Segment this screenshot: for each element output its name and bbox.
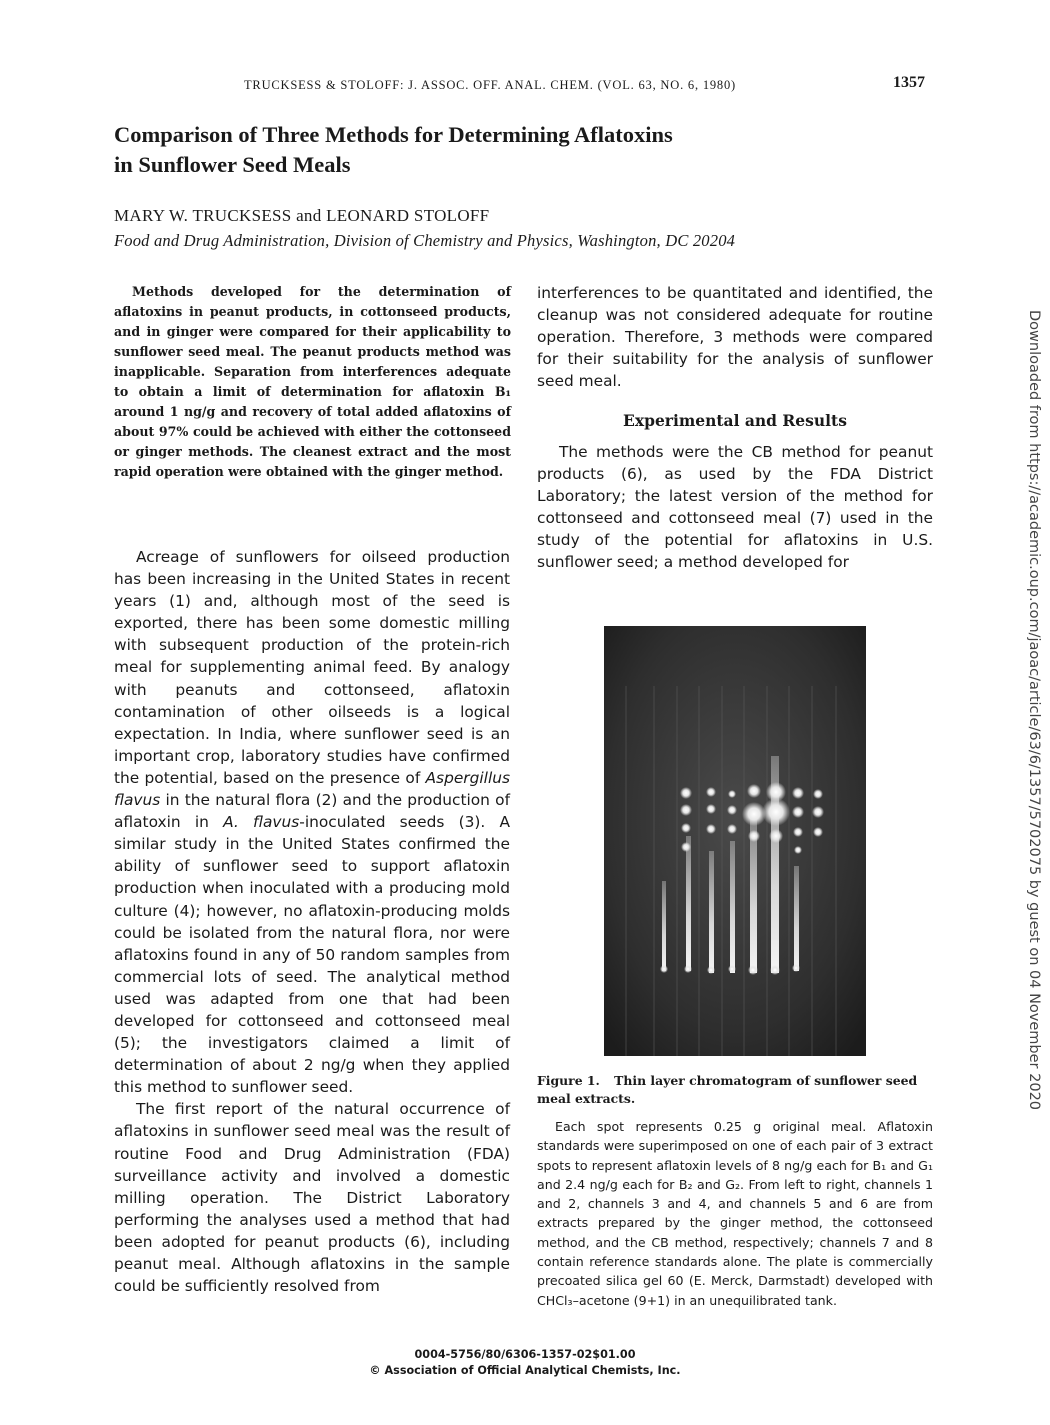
- spot: [747, 784, 761, 798]
- footer: [0, 1347, 1050, 1379]
- chromatogram-figure: [604, 626, 866, 1056]
- spot: [681, 823, 691, 833]
- spot: [706, 787, 716, 797]
- spot: [770, 965, 780, 975]
- spot: [680, 787, 692, 799]
- spot: [748, 965, 758, 975]
- spot: [792, 964, 800, 972]
- spot: [769, 829, 783, 843]
- spot: [707, 966, 715, 974]
- body-column-left: [114, 546, 510, 1297]
- paragraph-first-report: The first report of the natural occurrence of aflatoxins in sunflower seed meal was the result of routine Food and Drug Administration (FDA) surveillance activity and involved a domestic milling operation. The District Laboratory performing the analyses used a method that had been adopted for peanut products (6), including peanut meal. Although aflatoxins in the sample could be sufficiently resolved from: [114, 1100, 510, 1296]
- figure-note: Each spot represents 0.25 g original meal. Aflatoxin standards were superimposed on one of each pair of 3 extract spots to represent aflatoxin levels of 8 ng/g each for B₁ and G₁ and 2.4 ng/g each for B₂ and G₂. From left to right, channels 1 and 2, channels 3 and 4, and channels 5 and 6 are from extracts prepared by the ginger method, the cottonseed method, and the CB method, respectively; channels 7 and 8 contain reference standards alone. The plate is commercially precoated silica gel 60 (E. Merck, Darmstadt) developed with CHCl₃–acetone (9+1) in an unequilibrated tank.: [537, 1119, 933, 1308]
- title-line-2: in Sunflower Seed Meals: [114, 152, 351, 177]
- running-head: TRUCKSESS & STOLOFF: J. ASSOC. OFF. ANAL. CHEM. (VOL. 63, NO. 6, 1980): [244, 78, 736, 92]
- spot: [813, 827, 823, 837]
- spot: [727, 805, 737, 815]
- spot: [792, 806, 804, 818]
- download-watermark: [1022, 310, 1042, 1110]
- download-watermark-text: Downloaded from https://academic.oup.com/jaoac/article/63/6/1357/5702075 by guest on 04 November 2020: [1026, 310, 1042, 1111]
- spot: [680, 804, 692, 816]
- intro-text-c: -inoculated seeds (3). A similar study in the United States confirmed the ability of sunflower seed to support aflatoxin production when inoculated with a producing mold culture (4); however, no aflatoxin-producing molds could be isolated from the natural flora, nor were aflatoxins found in any of 50 random samples from commercial lots of seed. The analytical method used was adapted from one that had been developed for cottonseed and cottonseed meal (5); the investigators claimed a limit of determination of about 2 ng/g when they applied this method to sunflower seed.: [114, 813, 510, 1097]
- article-title: [114, 120, 934, 180]
- footer-code: 0004-5756/80/6306-1357-02$01.00: [414, 1348, 636, 1361]
- species-name-2: A. flavus: [223, 813, 300, 832]
- spot: [681, 842, 691, 852]
- spot: [762, 798, 790, 826]
- spot: [812, 806, 824, 818]
- page-number: 1357: [893, 74, 925, 91]
- paragraph-methods: The methods were the CB method for peanut products (6), as used by the FDA District Laboratory; the latest version of the method for cottonseed and cottonseed meal (7) used in the study of the potential for aflatoxins in U.S. sunflower seed; a method developed for: [537, 442, 933, 572]
- streak-channel-4: [730, 841, 735, 973]
- spot: [792, 787, 804, 799]
- section-heading: Experimental and Results: [623, 411, 847, 431]
- spot: [706, 804, 716, 814]
- body-column-right: [537, 282, 933, 573]
- spot: [728, 965, 736, 973]
- authors: MARY W. TRUCKSESS and LEONARD STOLOFF: [114, 206, 490, 225]
- affiliation: Food and Drug Administration, Division of Chemistry and Physics, Washington, DC 20204: [114, 231, 736, 250]
- species-name-1: Aspergillus flavus: [114, 768, 510, 810]
- abstract: Methods developed for the determination of aflatoxins in peanut products, in cottonseed products, and in ginger were compared for their applicability to sunflower seed meal. The peanut products method was inapplicable. Separation from interferences adequate to obtain a limit of determination for aflatoxin B₁ around 1 ng/g and recovery of total added aflatoxins of about 97% could be achieved with either the cottonseed or ginger methods. The cleanest extract and the most rapid operation were obtained with the ginger method.: [114, 284, 511, 479]
- figure-title: Thin layer chromatogram of sunflower seed meal extracts.: [537, 1073, 918, 1106]
- intro-text-a: Acreage of sunflowers for oilseed production has been increasing in the United States in recent years (1) and, although most of the seed is exported, there has been some domestic milling with subsequent production of the protein-rich meal for supplementing animal feed. By analogy with peanuts and cottonseed, aflatoxin contamination of other oilseeds is a logical expectation. In India, where sunflower seed is an important crop, laboratory studies have confirmed the potential, based on the presence of: [114, 548, 510, 787]
- spot: [727, 824, 737, 834]
- spot: [684, 965, 692, 973]
- chromatogram-image: [604, 626, 866, 1056]
- streak-channel-7: [794, 866, 799, 971]
- paragraph-interferences: interferences to be quantitated and identified, the cleanup was not considered adequate for routine operation. Therefore, 3 methods were compared for their suitability for the analysis of sunflower seed meal.: [537, 284, 933, 391]
- spot: [793, 827, 803, 837]
- footer-copyright: © Association of Official Analytical Chemists, Inc.: [369, 1364, 681, 1377]
- spot: [748, 830, 760, 842]
- spot: [813, 789, 823, 799]
- spot: [706, 824, 716, 834]
- spot: [728, 790, 736, 798]
- title-line-1: Comparison of Three Methods for Determining Aflatoxins: [114, 122, 673, 147]
- figure-label: Figure 1.: [537, 1073, 600, 1088]
- streak-channel-3: [709, 851, 714, 973]
- intro-text-b: in the natural flora (2) and the production of aflatoxin in: [114, 791, 510, 832]
- figure-caption: [537, 1072, 933, 1108]
- spot: [660, 965, 668, 973]
- streak-channel-1: [662, 881, 666, 971]
- streak-channel-2: [686, 836, 691, 971]
- spot: [794, 846, 802, 854]
- paragraph-intro: [114, 546, 510, 1098]
